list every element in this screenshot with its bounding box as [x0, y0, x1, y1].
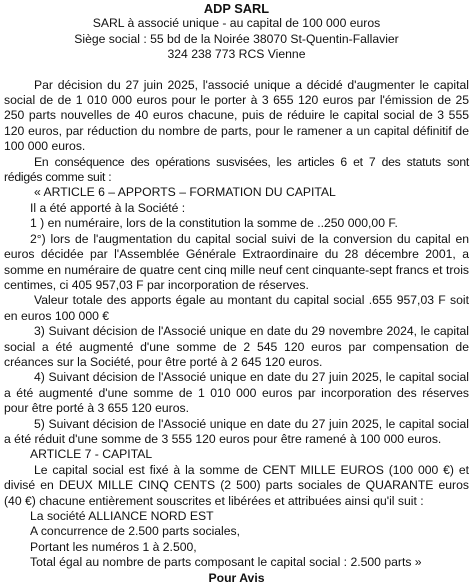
contribution-item-2: 2°) lors de l'augmentation du capital social suivi de la conversion du capital en euros décidée par l'Assemblée Générale Extraordinaire du 28 décembre 2001, a somme en numéraire de quatre cent cinq mille neuf cent cinquante-sept francs et trois centimes, ci 405 957,03 F par incorporation de réserves.	[4, 231, 469, 292]
article-7-heading: ARTICLE 7 - CAPITAL	[30, 447, 153, 462]
decision-item-5: 5) Suivant décision de l'Associé unique en date du 27 juin 2025, le capital social a été réduit d'une somme de 3 555 120 euros pour être ramené à 100 000 euros.	[4, 416, 469, 446]
shareholder-numbers: Portant les numéros 1 à 2.500,	[30, 539, 197, 554]
capital-paragraph: Le capital social est fixé à la somme de CENT MILLE EUROS (100 000 €) et divisé en DEUX MILLE CINQ CENTS (2 500) parts sociales de QUARANTE euros (40 €) chacune entièrement souscrites et libérées et attribuées ainsi qu'il suit :	[4, 462, 469, 508]
contribution-item-1: 1 ) en numéraire, lors de la constitution la somme de ..250 000,00 F.	[30, 216, 398, 231]
shareholder-shares: A concurrence de 2.500 parts sociales,	[30, 524, 241, 539]
signature: Pour Avis	[208, 570, 265, 585]
shareholder-name: La société ALLIANCE NORD EST	[30, 509, 214, 523]
header-line-legal-form: SARL à associé unique - au capital de 100 000 euros	[92, 16, 381, 31]
shareholder-total: Total égal au nombre de parts composant le capital social : 2.500 parts »	[30, 555, 422, 570]
header-line-rcs: 324 238 773 RCS Vienne	[167, 47, 306, 62]
decision-item-3: 3) Suivant décision de l'Associé unique en date du 29 novembre 2024, le capital social a été augmenté d'une somme de 2 545 120 euros par compensation de créances sur la Société, pour être porté à 2 645 120 euros.	[4, 324, 469, 369]
article-6-heading: « ARTICLE 6 – APPORTS – FORMATION DU CAPITAL	[34, 185, 336, 200]
decision-paragraph: Par décision du 27 juin 2025, l'associé unique a décidé d'augmenter le capital social de de 1 010 000 euros pour le porter à 3 655 120 euros par l'émission de 25 250 parts nouvelles de 40 euros chacune, puis de réduire le capital social de 3 555 120 euros, par réduction du nombre de parts, pour le ramener a un capital définitif de 100 000 euros.	[4, 77, 469, 154]
contribution-intro: Il a été apporté à la Société :	[30, 200, 186, 215]
header-line-registered-office: Siège social : 55 bd de la Noirée 38070 St-Quentin-Fallavier	[74, 31, 399, 46]
decision-item-4: 4) Suivant décision de l'Associé unique en date du 27 juin 2025, le capital social a été augmenté d'une somme de 1 010 000 euros par incorporation des réserves pour être porté à 3 655 120 euros.	[4, 370, 469, 416]
company-name: ADP SARL	[203, 1, 270, 16]
total-contributions: Valeur totale des apports égale au montant du capital social .655 957,03 F soit en euros 100 000 €	[4, 293, 469, 323]
consequence-paragraph: En conséquence des opérations susvisées, les articles 6 et 7 des statuts sont rédigés comme suit :	[4, 154, 469, 185]
